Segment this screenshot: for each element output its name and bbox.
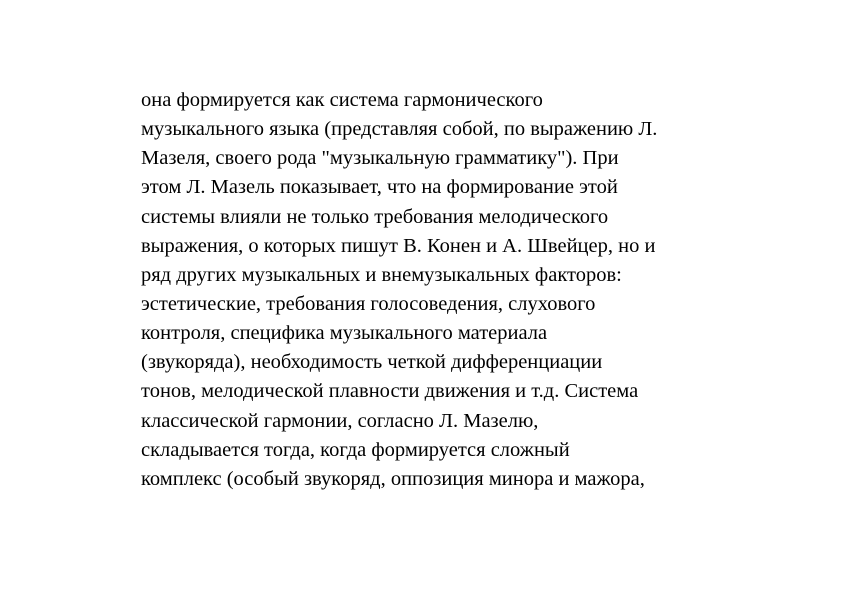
text-line-12: классической гармонии, согласно Л. Мазелю, [141, 409, 539, 432]
text-line-5: системы влияли не только требования мелодического [141, 205, 609, 228]
text-line-13: складывается тогда, когда формируется сложный [141, 438, 570, 461]
text-line-8: эстетические, требования голосоведения, слухового [141, 292, 596, 315]
text-line-14: комплекс (особый звукоряд, оппозиция минора и мажора, [141, 467, 645, 490]
text-line-11: тонов, мелодической плавности движения и т.д. Система [141, 380, 639, 403]
text-line-9: контроля, специфика музыкального материала [141, 322, 548, 345]
text-line-6: выражения, о которых пишут В. Конен и А. Швейцер, но и [141, 234, 656, 257]
text-line-10: (звукоряда), необходимость четкой дифференциации [141, 351, 603, 374]
text-line-1: она формируется как система гармонического [141, 89, 543, 111]
body-text [141, 86, 701, 494]
text-line-4: этом Л. Мазель показывает, что на формирование этой [141, 176, 618, 199]
text-line-2: музыкального языка (представляя собой, по выражению Л. [141, 118, 658, 141]
text-line-3: Мазеля, своего рода "музыкальную грамматику"). При [141, 147, 619, 170]
text-line-7: ряд других музыкальных и внемузыкальных факторов: [141, 263, 622, 286]
